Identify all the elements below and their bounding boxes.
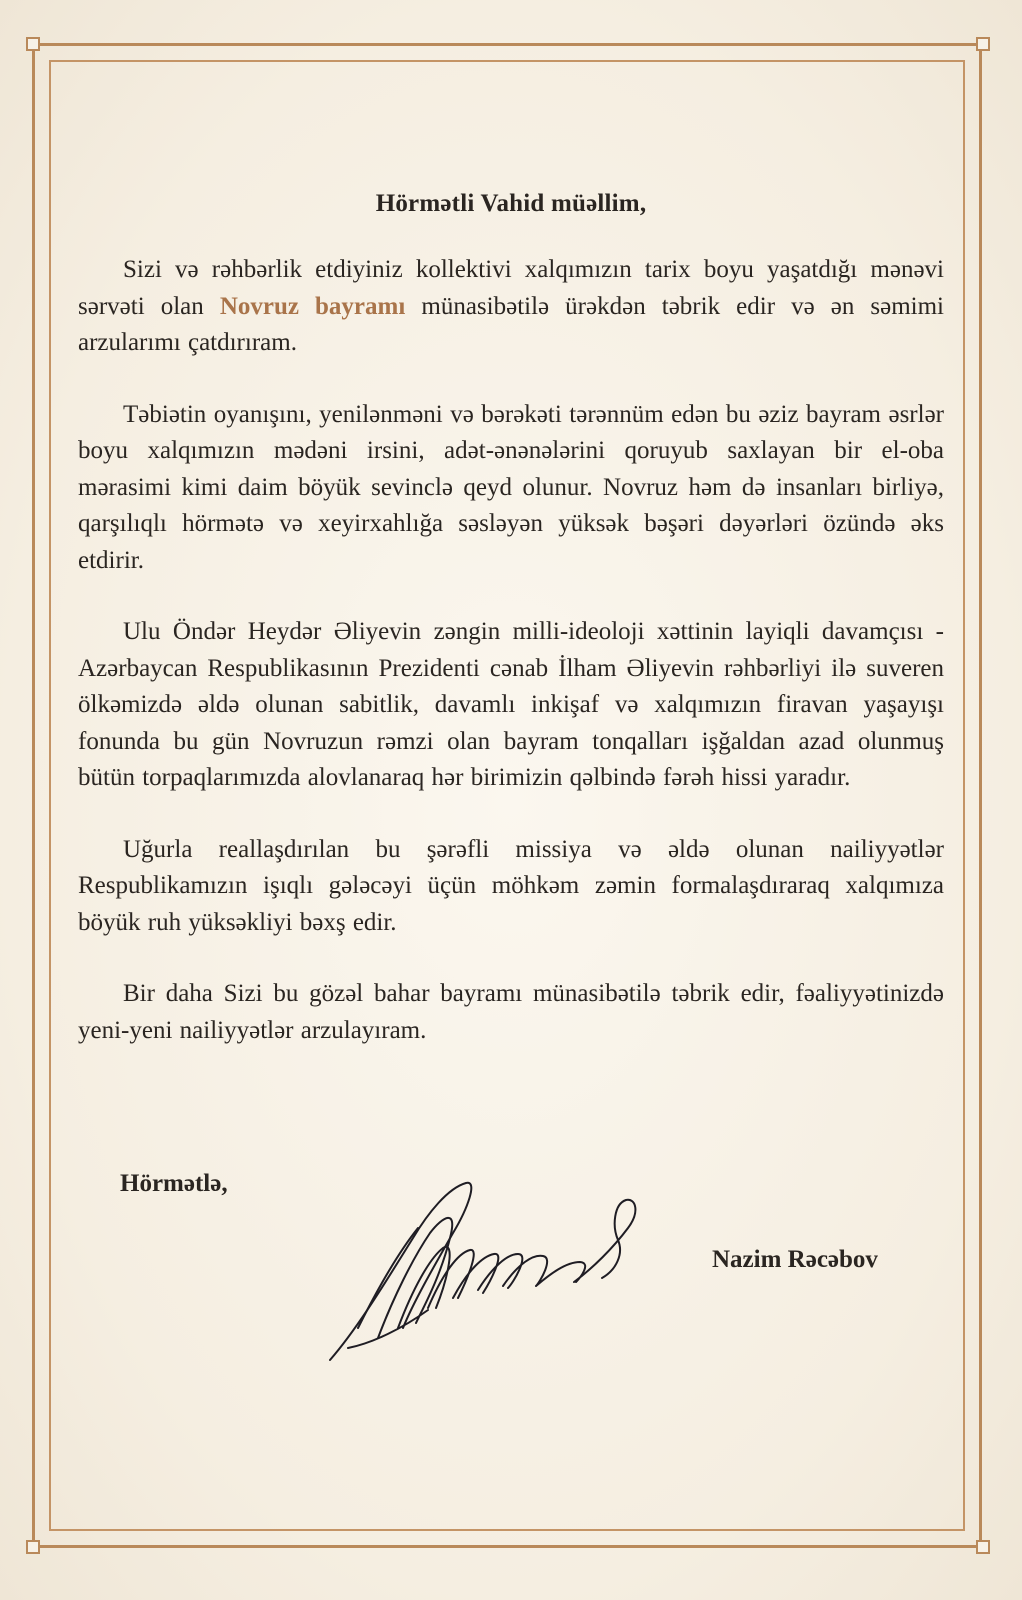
letter-body	[78, 190, 944, 1084]
paragraph-1-text-before: Sizi və rəhbərlik etdiyiniz kollektivi xalqımızın tarix boyu yaşatdığı mənəvi sərvəti olan	[78, 256, 944, 320]
frame-corner-top-left	[26, 37, 40, 51]
novruz-highlight: Novruz bayramı	[219, 292, 406, 320]
paragraph-5: Bir daha Sizi bu gözəl bahar bayramı münasibətilə təbrik edir, fəaliyyətinizdə yeni-yeni nailiyyətlər arzulayıram.	[78, 980, 944, 1044]
paragraph-2: Təbiətin oyanışını, yenilənməni və bərəkəti tərənnüm edən bu əziz bayram əsrlər boyu xalqımızın mədəni irsini, adət-ənənələrini qoruyub saxlayan bir el-oba mərasimi kimi daim böyük sevinclə qeyd olunur. Novruz həm də insanları birliyə, qarşılıqlı hörmətə və xeyirxahlığa səsləyən yüksək bəşəri dəyərləri özündə əks etdirir.	[78, 400, 944, 574]
paragraph-4: Uğurla reallaşdırılan bu şərəfli missiya və əldə olunan nailiyyətlər Respublikamızın işıqlı gələcəyi üçün möhkəm zəmin formalaşdıraraq xalqımıza böyük ruh yüksəkliyi bəxş edir.	[78, 835, 944, 936]
frame-corner-bottom-left	[26, 1540, 40, 1554]
paragraph-1-text-after: münasibətilə ürəkdən təbrik edir və ən səmimi arzularımı çatdırıram.	[78, 292, 945, 356]
greeting: Hörmətli Vahid müəllim,	[375, 190, 647, 217]
paragraph-1	[78, 252, 944, 362]
signer-name: Nazim Rəcəbov	[712, 1246, 878, 1273]
paragraph-3: Ulu Öndər Heydər Əliyevin zəngin milli-ideoloji xəttinin layiqli davamçısı - Azərbaycan Respublikasının Prezidenti cənab İlham Əliyevin rəhbərliyi ilə suveren ölkəmizdə əldə olunan sabitlik, davamlı inkişaf və xalqımızın firavan yaşayışı fonunda bu gün Novruzun rəmzi olan bayram tonqalları işğaldan azad olunmuş bütün torpaqlarımızda alovlanaraq hər birimizin qəlbində fərəh hissi yaradır.	[78, 618, 944, 791]
frame-corner-bottom-right	[976, 1540, 990, 1554]
frame-corner-top-right	[976, 37, 990, 51]
handwritten-signature	[318, 1178, 658, 1368]
closing-salutation: Hörmətlə,	[120, 1170, 228, 1197]
